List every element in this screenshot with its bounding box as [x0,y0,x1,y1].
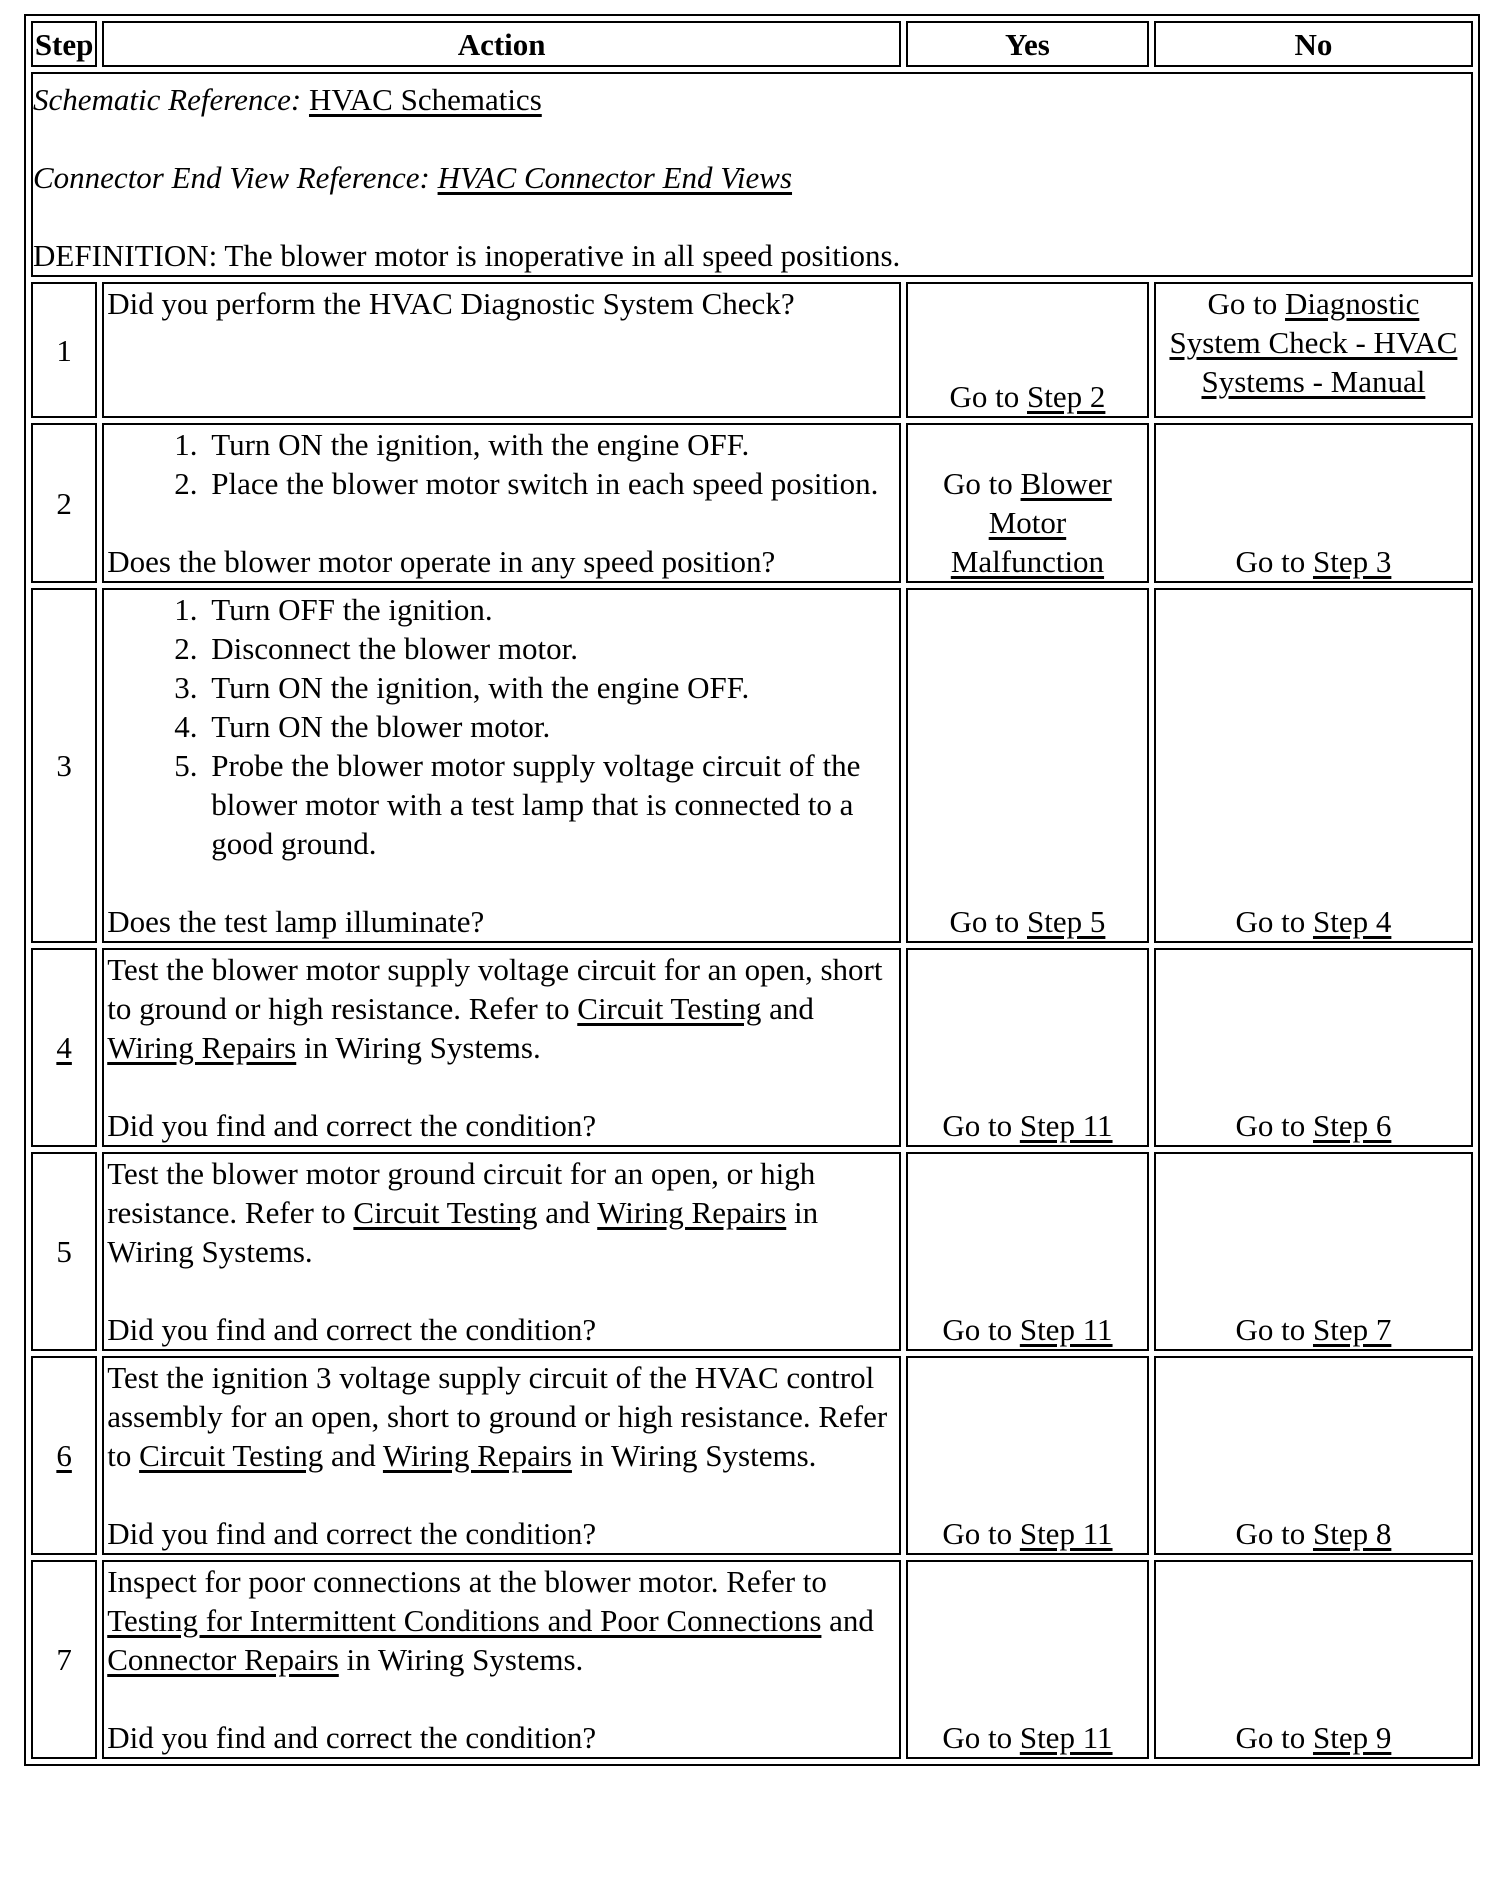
action-steps-list [107,425,896,503]
reference-cell [31,72,1473,277]
yes-link[interactable]: Step 5 [1027,904,1106,939]
yes-cell [906,1356,1149,1555]
goto-prefix: Go to [1235,544,1306,579]
action-cell [102,948,901,1147]
connector-repairs-link[interactable]: Connector Repairs [107,1642,339,1677]
yes-link[interactable]: Step 11 [1019,1720,1113,1755]
diagnostic-table [24,14,1480,1766]
action-tail-text: in Wiring Systems. [303,1030,541,1065]
yes-cell [906,1152,1149,1351]
connector-reference [33,158,1471,197]
action-text: Test the blower motor supply voltage circuit for an open, short to ground or high resistance. Refer to [107,952,883,1026]
yes-link[interactable]: Step 11 [1019,1108,1113,1143]
table-row [31,282,1473,418]
action-question: Did you find and correct the condition? [107,1312,597,1347]
no-cell [1154,588,1473,943]
yes-cell [906,948,1149,1147]
reference-row [31,72,1473,277]
yes-cell [906,423,1149,583]
step-number: 5 [31,1152,97,1351]
yes-link[interactable]: Step 11 [1019,1516,1113,1551]
schematic-reference-link[interactable]: HVAC Schematics [308,82,542,117]
intermittent-conditions-link[interactable]: Testing for Intermittent Conditions and Poor Connections [107,1603,822,1638]
action-text: Did you perform the HVAC Diagnostic System Check? [107,286,795,321]
goto-prefix: Go to [942,1108,1013,1143]
yes-link[interactable]: Blower Motor Malfunction [950,466,1112,579]
wiring-repairs-link[interactable]: Wiring Repairs [107,1030,297,1065]
conjunction-text: and [330,1438,376,1473]
list-item: 5. Probe the blower motor supply voltage circuit of the blower motor with a test lamp that is connected to a good ground. [205,746,896,863]
step-number: 3 [31,588,97,943]
schematic-reference [33,80,1471,119]
header-step: Step [31,21,97,67]
yes-cell [906,1560,1149,1759]
goto-prefix: Go to [942,1720,1013,1755]
step-number: 2 [31,423,97,583]
goto-prefix: Go to [1235,1108,1306,1143]
action-paragraph [107,1562,896,1679]
circuit-testing-link[interactable]: Circuit Testing [577,991,762,1026]
step-number-cell [31,948,97,1147]
yes-cell [906,588,1149,943]
step-number-link[interactable]: 4 [56,1030,72,1065]
table-row [31,588,1473,943]
list-item: 1. Turn OFF the ignition. [205,590,896,629]
action-question: Did you find and correct the condition? [107,1516,597,1551]
header-action: Action [102,21,901,67]
conjunction-text: and [829,1603,874,1638]
table-row [31,423,1473,583]
yes-cell [906,282,1149,418]
no-link[interactable]: Step 8 [1312,1516,1392,1551]
no-link[interactable]: Diagnostic System Check - HVAC Systems - Manual [1169,286,1458,399]
action-cell [102,1152,901,1351]
goto-prefix: Go to [943,466,1013,501]
goto-prefix: Go to [1235,904,1306,939]
action-question: Does the test lamp illuminate? [107,904,485,939]
no-link[interactable]: Step 6 [1312,1108,1392,1143]
step-number-link[interactable]: 6 [56,1438,72,1473]
yes-link[interactable]: Step 11 [1019,1312,1113,1347]
conjunction-text: and [545,1195,591,1230]
connector-reference-link[interactable]: HVAC Connector End Views [437,160,793,195]
no-link[interactable]: Step 9 [1312,1720,1392,1755]
action-tail-text: in Wiring Systems. [107,1195,819,1269]
step-number: 1 [31,282,97,418]
wiring-repairs-link[interactable]: Wiring Repairs [382,1438,572,1473]
conjunction-text: and [769,991,814,1026]
list-item: 2. Place the blower motor switch in each speed position. [205,464,896,503]
action-cell [102,1560,901,1759]
action-paragraph [107,1154,896,1271]
action-text: Test the blower motor ground circuit for an open, or high resistance. Refer to [107,1156,816,1230]
no-cell [1154,1356,1473,1555]
action-tail-text: in Wiring Systems. [346,1642,584,1677]
action-steps-list [107,590,896,863]
table-row [31,948,1473,1147]
list-item: 4. Turn ON the blower motor. [205,707,896,746]
action-text: Test the ignition 3 voltage supply circuit of the HVAC control assembly for an open, short to ground or high resistance. Refer to [107,1360,888,1473]
action-cell [102,423,901,583]
goto-prefix: Go to [949,904,1020,939]
goto-prefix: Go to [949,379,1020,414]
action-question: Does the blower motor operate in any speed position? [107,544,776,579]
wiring-repairs-link[interactable]: Wiring Repairs [597,1195,787,1230]
table-row [31,1356,1473,1555]
no-cell [1154,948,1473,1147]
connector-reference-label: Connector End View Reference: [33,160,430,195]
list-item: 3. Turn ON the ignition, with the engine OFF. [205,668,896,707]
list-item: 1. Turn ON the ignition, with the engine OFF. [205,425,896,464]
header-yes: Yes [906,21,1149,67]
definition-text: DEFINITION: The blower motor is inoperative in all speed positions. [33,238,901,273]
circuit-testing-link[interactable]: Circuit Testing [353,1195,538,1230]
action-cell [102,588,901,943]
schematic-reference-label: Schematic Reference: [33,82,302,117]
table-row [31,1152,1473,1351]
action-question: Did you find and correct the condition? [107,1720,597,1755]
no-cell [1154,282,1473,418]
goto-prefix: Go to [942,1312,1013,1347]
step-number-cell [31,1356,97,1555]
step-number: 7 [31,1560,97,1759]
table-row [31,1560,1473,1759]
header-row [31,21,1473,67]
header-no: No [1154,21,1473,67]
no-link[interactable]: Step 3 [1312,544,1392,579]
list-item: 2. Disconnect the blower motor. [205,629,896,668]
action-paragraph [107,950,896,1067]
no-cell [1154,1560,1473,1759]
no-cell [1154,1152,1473,1351]
goto-prefix: Go to [1207,286,1278,321]
no-link[interactable]: Step 4 [1312,904,1392,939]
action-cell [102,282,901,418]
action-cell [102,1356,901,1555]
goto-prefix: Go to [1235,1516,1306,1551]
action-paragraph [107,1358,896,1475]
action-text: Inspect for poor connections at the blower motor. Refer to [107,1564,827,1599]
action-tail-text: in Wiring Systems. [579,1438,817,1473]
diagnostic-table-wrapper [24,14,1480,1766]
goto-prefix: Go to [1235,1720,1306,1755]
circuit-testing-link[interactable]: Circuit Testing [139,1438,324,1473]
no-link[interactable]: Step 7 [1312,1312,1392,1347]
action-question: Did you find and correct the condition? [107,1108,597,1143]
no-cell [1154,423,1473,583]
goto-prefix: Go to [942,1516,1013,1551]
goto-prefix: Go to [1235,1312,1306,1347]
yes-link[interactable]: Step 2 [1027,379,1106,414]
